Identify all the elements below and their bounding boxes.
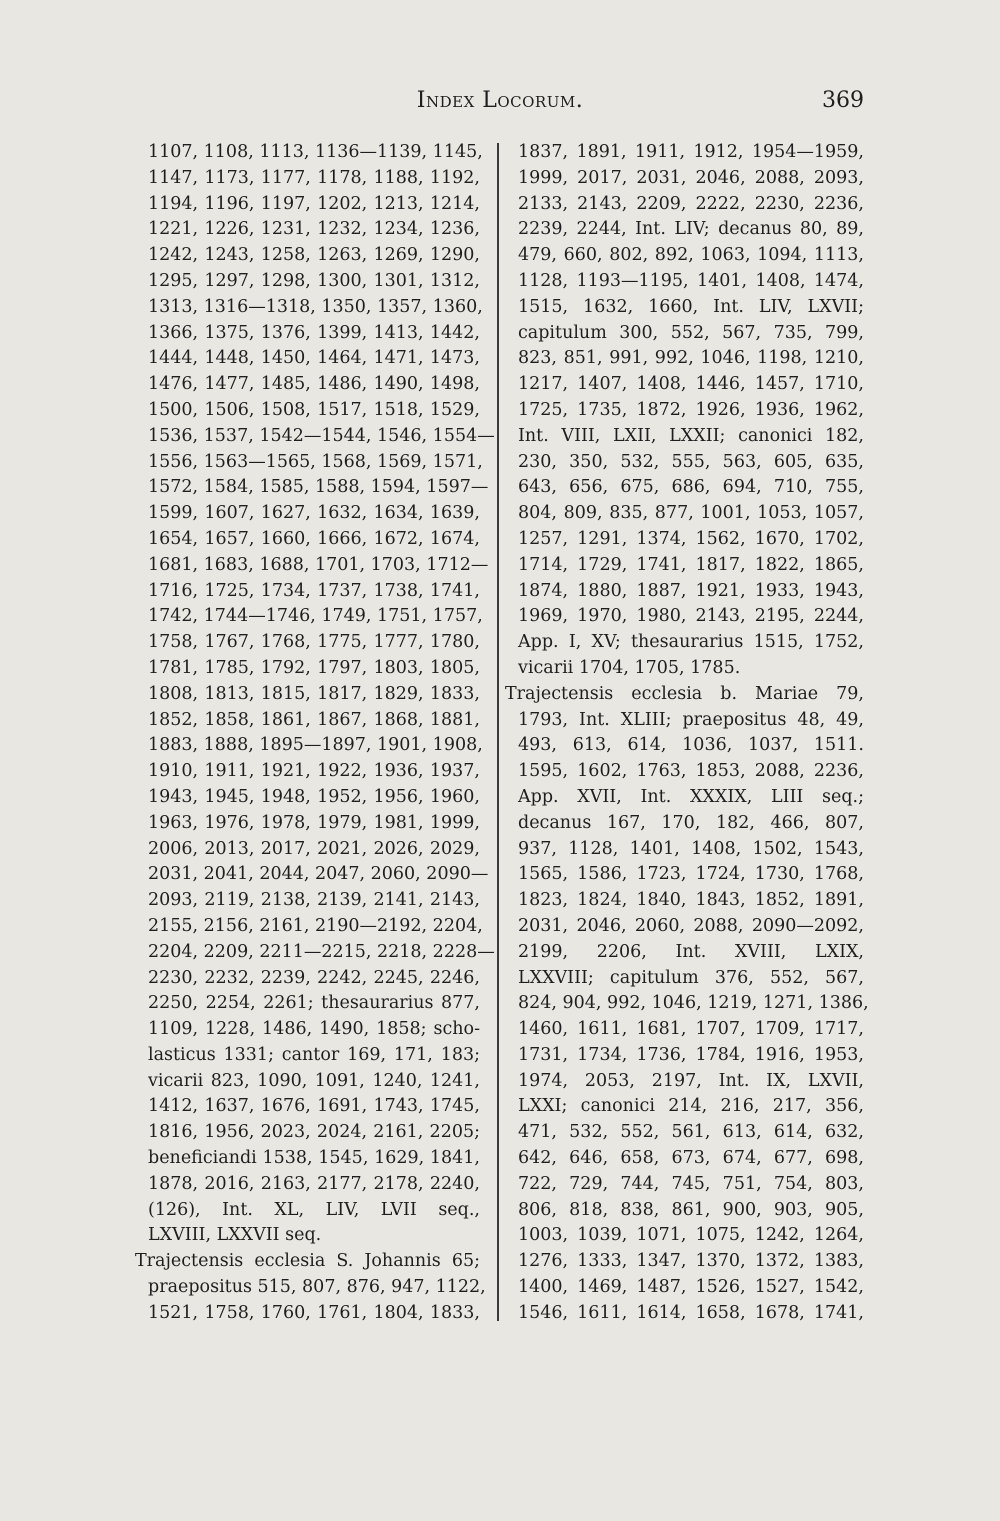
index-entry-line: 1217, 1407, 1408, 1446, 1457, 1710, <box>518 374 864 395</box>
index-entry-line: App. I, XV; thesaurarius 1515, 1752, <box>518 632 864 653</box>
index-entry-line: 642, 646, 658, 673, 674, 677, 698, <box>518 1148 864 1169</box>
index-entry-line: 1536, 1537, 1542—1544, 1546, 1554— <box>148 425 495 446</box>
index-entry-line: 1852, 1858, 1861, 1867, 1868, 1881, <box>148 709 480 730</box>
index-entry-line: 1221, 1226, 1231, 1232, 1234, 1236, <box>148 219 480 240</box>
index-entry-line: 804, 809, 835, 877, 1001, 1053, 1057, <box>518 503 864 524</box>
index-entry-line: 2031, 2041, 2044, 2047, 2060, 2090— <box>148 864 489 885</box>
index-entry-line: 1837, 1891, 1911, 1912, 1954—1959, <box>518 142 864 162</box>
index-entry-line: 1654, 1657, 1660, 1666, 1672, 1674, <box>148 528 480 549</box>
index-entry-line: 1758, 1767, 1768, 1775, 1777, 1780, <box>148 632 480 653</box>
index-entry-line: 1595, 1602, 1763, 1853, 2088, 2236, <box>518 761 864 782</box>
index-entry-line: 1444, 1448, 1450, 1464, 1471, 1473, <box>148 348 480 369</box>
index-entry-line: lasticus 1331; cantor 169, 171, 183; <box>148 1044 480 1065</box>
running-header-title: Index Locorum. <box>416 88 584 113</box>
index-entry-line: 1793, Int. XLIII; praepositus 48, 49, <box>518 709 864 730</box>
index-entry-line: 1128, 1193—1195, 1401, 1408, 1474, <box>518 270 864 291</box>
index-entry-line: 493, 613, 614, 1036, 1037, 1511. <box>518 735 864 756</box>
index-entry-line: 1714, 1729, 1741, 1817, 1822, 1865, <box>518 554 864 575</box>
index-entry-line: LXXI; canonici 214, 216, 217, 356, <box>518 1096 864 1117</box>
index-entry-line: 1974, 2053, 2197, Int. IX, LXVII, <box>518 1070 864 1091</box>
index-entry-line: decanus 167, 170, 182, 466, 807, <box>518 812 864 833</box>
index-entry-line: 1963, 1976, 1978, 1979, 1981, 1999, <box>148 812 480 833</box>
left-column <box>135 140 495 1327</box>
index-entry-line: 2250, 2254, 2261; thesaurarius 877, <box>148 993 480 1014</box>
index-entry-line: LXXVIII; capitulum 376, 552, 567, <box>518 967 864 988</box>
index-entry-line: 2204, 2209, 2211—2215, 2218, 2228— <box>148 941 495 962</box>
index-entry-line: 2199, 2206, Int. XVIII, LXIX, <box>518 941 864 962</box>
index-entry-line: 1874, 1880, 1887, 1921, 1933, 1943, <box>518 580 864 601</box>
index-entry-line: 1556, 1563—1565, 1568, 1569, 1571, <box>148 451 483 472</box>
index-entry-line: 937, 1128, 1401, 1408, 1502, 1543, <box>518 838 864 859</box>
index-entry-line: 1731, 1734, 1736, 1784, 1916, 1953, <box>518 1044 864 1065</box>
index-entry-line: capitulum 300, 552, 567, 735, 799, <box>518 322 864 343</box>
index-entry-line: (126), Int. XL, LIV, LVII seq., <box>148 1199 480 1220</box>
index-entry-line: 1257, 1291, 1374, 1562, 1670, 1702, <box>518 528 864 549</box>
index-entry-line: 1823, 1824, 1840, 1843, 1852, 1891, <box>518 890 864 911</box>
index-entry-line: 806, 818, 838, 861, 900, 903, 905, <box>518 1199 864 1220</box>
page-number: 369 <box>822 88 864 113</box>
index-entry-heading-line: Trajectensis ecclesia b. Mariae 79, <box>505 683 864 704</box>
index-entry-line: 1521, 1758, 1760, 1761, 1804, 1833, <box>148 1302 480 1323</box>
index-entry-line: 824, 904, 992, 1046, 1219, 1271, 1386, <box>518 993 869 1014</box>
index-entry-line: 2093, 2119, 2138, 2139, 2141, 2143, <box>148 890 480 911</box>
index-entry-line: 1460, 1611, 1681, 1707, 1709, 1717, <box>518 1019 864 1040</box>
index-entry-line: 2230, 2232, 2239, 2242, 2245, 2246, <box>148 967 480 988</box>
index-entry-line: 1412, 1637, 1676, 1691, 1743, 1745, <box>148 1096 480 1117</box>
index-entry-line: 1999, 2017, 2031, 2046, 2088, 2093, <box>518 167 864 188</box>
index-entry-line: 479, 660, 802, 892, 1063, 1094, 1113, <box>518 245 864 266</box>
index-entry-line: 643, 656, 675, 686, 694, 710, 755, <box>518 477 864 498</box>
index-entry-line: 1878, 2016, 2163, 2177, 2178, 2240, <box>148 1173 480 1194</box>
index-entry-line: App. XVII, Int. XXXIX, LIII seq.; <box>518 786 864 807</box>
index-entry-line: 1546, 1611, 1614, 1658, 1678, 1741, <box>518 1302 864 1323</box>
index-entry-line: 471, 532, 552, 561, 613, 614, 632, <box>518 1122 864 1143</box>
index-entry-line: 1572, 1584, 1585, 1588, 1594, 1597— <box>148 477 489 498</box>
index-entry-line: 1816, 1956, 2023, 2024, 2161, 2205; <box>148 1122 480 1143</box>
index-entry-heading-line: Trajectensis ecclesia S. Johannis 65; <box>135 1251 480 1272</box>
index-entry-line: 1681, 1683, 1688, 1701, 1703, 1712— <box>148 554 489 575</box>
right-column <box>505 140 869 1327</box>
index-entry-line: 1109, 1228, 1486, 1490, 1858; scho- <box>148 1019 480 1040</box>
index-entry-line: 1725, 1735, 1872, 1926, 1936, 1962, <box>518 399 864 420</box>
index-entry-line: vicarii 823, 1090, 1091, 1240, 1241, <box>148 1070 480 1091</box>
index-entry-line: 1107, 1108, 1113, 1136—1139, 1145, <box>148 142 483 162</box>
index-entry-line: 1716, 1725, 1734, 1737, 1738, 1741, <box>148 580 480 601</box>
index-entry-line: 722, 729, 744, 745, 751, 754, 803, <box>518 1173 864 1194</box>
index-entry-line: 1313, 1316—1318, 1350, 1357, 1360, <box>148 296 483 317</box>
index-entry-line: Int. VIII, LXII, LXXII; canonici 182, <box>518 425 864 446</box>
index-entry-line: 2031, 2046, 2060, 2088, 2090—2092, <box>518 915 864 936</box>
index-entry-line: 230, 350, 532, 555, 563, 605, 635, <box>518 451 864 472</box>
index-entry-line: 1003, 1039, 1071, 1075, 1242, 1264, <box>518 1225 864 1246</box>
index-entry-line: 1276, 1333, 1347, 1370, 1372, 1383, <box>518 1251 864 1272</box>
index-entry-line: vicarii 1704, 1705, 1785. <box>518 657 741 678</box>
index-entry-line: 1808, 1813, 1815, 1817, 1829, 1833, <box>148 683 480 704</box>
index-entry-line: 1194, 1196, 1197, 1202, 1213, 1214, <box>148 193 480 214</box>
index-entry-line: beneficiandi 1538, 1545, 1629, 1841, <box>148 1148 480 1169</box>
index-entry-line: 1242, 1243, 1258, 1263, 1269, 1290, <box>148 245 480 266</box>
index-entry-line: 2006, 2013, 2017, 2021, 2026, 2029, <box>148 838 480 859</box>
index-entry-line: LXVIII, LXXVII seq. <box>148 1225 322 1246</box>
index-entry-line: 1366, 1375, 1376, 1399, 1413, 1442, <box>148 322 480 343</box>
index-entry-line: 1910, 1911, 1921, 1922, 1936, 1937, <box>148 761 480 782</box>
index-entry-line: 1400, 1469, 1487, 1526, 1527, 1542, <box>518 1277 864 1298</box>
index-entry-line: praepositus 515, 807, 876, 947, 1122, <box>148 1277 486 1298</box>
index-entry-line: 2239, 2244, Int. LIV; decanus 80, 89, <box>518 219 864 240</box>
index-entry-line: 1476, 1477, 1485, 1486, 1490, 1498, <box>148 374 480 395</box>
index-entry-line: 1500, 1506, 1508, 1517, 1518, 1529, <box>148 399 480 420</box>
index-entry-line: 1883, 1888, 1895—1897, 1901, 1908, <box>148 735 483 756</box>
index-entry-line: 1295, 1297, 1298, 1300, 1301, 1312, <box>148 270 480 291</box>
index-entry-line: 1742, 1744—1746, 1749, 1751, 1757, <box>148 606 483 627</box>
index-entry-line: 1515, 1632, 1660, Int. LIV, LXVII; <box>518 296 864 317</box>
index-entry-line: 823, 851, 991, 992, 1046, 1198, 1210, <box>518 348 864 369</box>
column-divider <box>497 143 499 1321</box>
index-entry-line: 2133, 2143, 2209, 2222, 2230, 2236, <box>518 193 864 214</box>
index-entry-line: 1147, 1173, 1177, 1178, 1188, 1192, <box>148 167 480 188</box>
index-entry-line: 1781, 1785, 1792, 1797, 1803, 1805, <box>148 657 480 678</box>
index-entry-line: 1599, 1607, 1627, 1632, 1634, 1639, <box>148 503 480 524</box>
index-entry-line: 1969, 1970, 1980, 2143, 2195, 2244, <box>518 606 864 627</box>
index-entry-line: 1943, 1945, 1948, 1952, 1956, 1960, <box>148 786 480 807</box>
index-entry-line: 2155, 2156, 2161, 2190—2192, 2204, <box>148 915 483 936</box>
index-entry-line: 1565, 1586, 1723, 1724, 1730, 1768, <box>518 864 864 885</box>
